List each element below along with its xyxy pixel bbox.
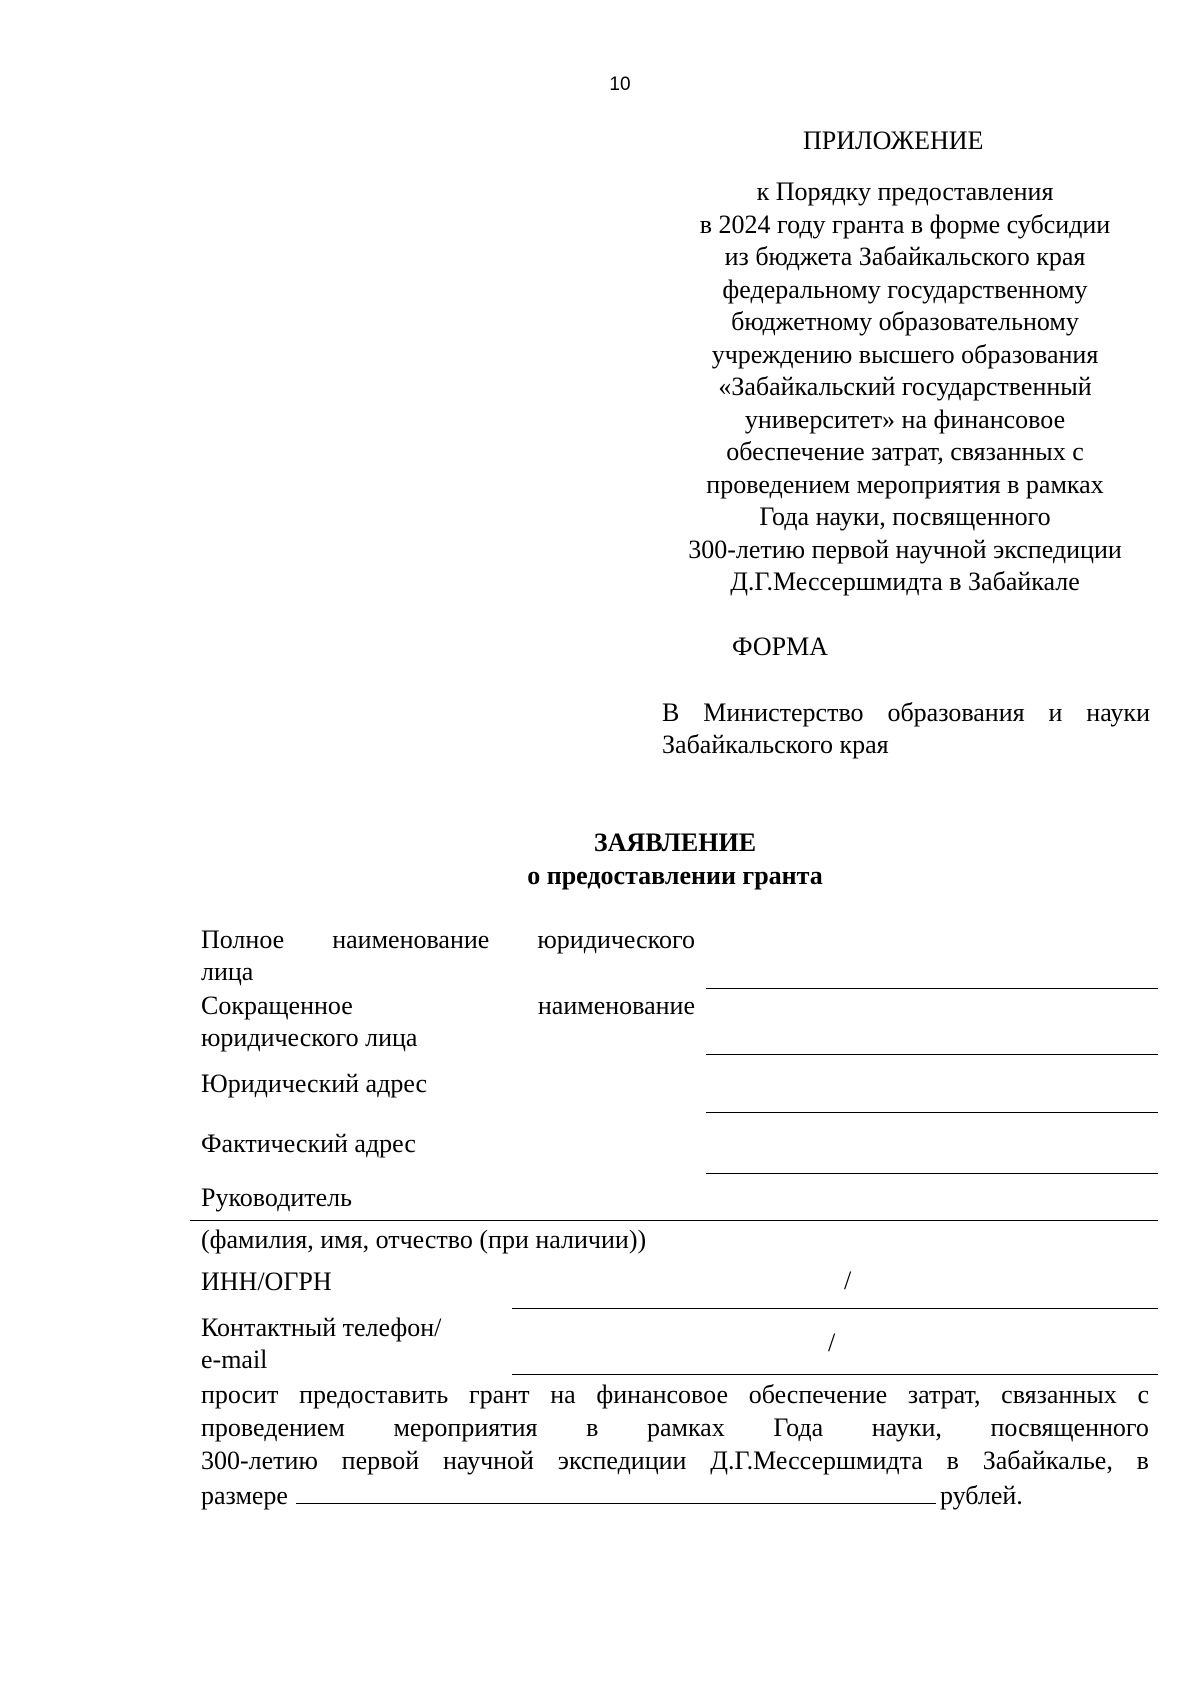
paragraph-line — [201, 1444, 1149, 1477]
head-note: (фамилия, имя, отчество (при наличии)) — [201, 1225, 647, 1254]
appendix-line: 300-летию первой научной экспедиции — [688, 534, 1122, 564]
label-word: наименование — [537, 991, 695, 1020]
inn-ogrn-label: ИНН/ОГРН — [201, 1267, 332, 1296]
word: обеспечение — [748, 1380, 888, 1409]
form-label: ФОРМА — [732, 632, 828, 661]
appendix-description — [650, 176, 1160, 599]
title-main: ЗАЯВЛЕНИЕ — [593, 828, 757, 857]
appendix-line: проведением мероприятия в рамках — [706, 469, 1104, 499]
word: финансовое — [596, 1380, 729, 1409]
short-name-field[interactable] — [706, 1054, 1158, 1055]
word: 300-летию — [201, 1446, 318, 1475]
word: на — [550, 1380, 576, 1409]
label-word: Полное — [201, 925, 285, 954]
recipient-word: образования — [887, 698, 1025, 727]
appendix-line: из бюджета Забайкальского края — [724, 242, 1086, 271]
head-field[interactable] — [190, 1220, 1158, 1221]
appendix-title: ПРИЛОЖЕНИЕ — [803, 126, 984, 155]
recipient — [662, 697, 1150, 761]
label-word: Сокращенное — [201, 991, 353, 1020]
word: затрат, — [907, 1380, 981, 1409]
recipient-word: науки — [1086, 698, 1150, 727]
appendix-line: учреждению высшего образования — [711, 339, 1099, 369]
short-name-label — [201, 990, 695, 1054]
label-word: юридического — [537, 925, 695, 954]
appendix-line: Д.Г.Мессершмидта в Забайкале — [730, 567, 1080, 596]
head-label: Руководитель — [201, 1183, 352, 1212]
appendix-line: «Забайкальский государственный — [718, 372, 1092, 401]
inn-ogrn-field[interactable] — [512, 1308, 1158, 1309]
label-line: лица — [201, 957, 254, 986]
inn-ogrn-separator: / — [844, 1266, 852, 1295]
contact-separator: / — [828, 1328, 836, 1357]
label-word: наименование — [332, 925, 490, 954]
contact-label-line-2: e-mail — [201, 1345, 268, 1374]
recipient-word: и — [1048, 698, 1063, 727]
appendix-line: к Порядку предоставления — [756, 177, 1054, 206]
actual-address-field[interactable] — [706, 1173, 1158, 1174]
document-title — [0, 826, 1200, 892]
word: с — [1137, 1380, 1149, 1409]
word: предоставить — [299, 1380, 449, 1409]
title-sub: о предоставлении гранта — [527, 861, 823, 890]
paragraph-line — [201, 1411, 1149, 1444]
request-paragraph — [201, 1378, 1149, 1512]
appendix-line: в 2024 году гранта в форме субсидии — [699, 209, 1111, 239]
word: просит — [201, 1380, 279, 1409]
full-name-field[interactable] — [706, 988, 1158, 989]
legal-address-label: Юридический адрес — [201, 1069, 428, 1098]
word: связанных — [1001, 1380, 1117, 1409]
amount-prefix: размере — [201, 1481, 288, 1510]
word: в — [1136, 1446, 1149, 1475]
actual-address-label: Фактический адрес — [201, 1129, 416, 1158]
recipient-line-2: Забайкальского края — [662, 730, 889, 759]
word: мероприятия — [393, 1413, 538, 1442]
paragraph-line — [201, 1378, 1149, 1411]
word: Д.Г.Мессершмидта — [710, 1446, 923, 1475]
recipient-word: В — [662, 698, 680, 727]
word: грант — [469, 1380, 530, 1409]
word: экспедиции — [557, 1446, 687, 1475]
grant-amount-field[interactable] — [296, 1477, 936, 1504]
word: в — [586, 1413, 599, 1442]
word: науки, — [871, 1413, 942, 1442]
appendix-line: университет» на финансовое — [744, 404, 1066, 434]
word: посвященного — [990, 1413, 1149, 1442]
contact-label-line-1: Контактный телефон/ — [201, 1313, 442, 1342]
recipient-line-1 — [662, 697, 1150, 729]
paragraph-line — [201, 1477, 1149, 1512]
word: научной — [442, 1446, 534, 1475]
page-number: 10 — [609, 74, 631, 95]
appendix-line: бюджетному образовательному — [731, 307, 1079, 336]
word: в — [946, 1446, 959, 1475]
appendix-line: федеральному государственному — [722, 274, 1088, 304]
word: первой — [341, 1446, 420, 1475]
word: Забайкалье, — [982, 1446, 1113, 1475]
word: рамках — [646, 1413, 725, 1442]
word: проведением — [201, 1413, 345, 1442]
label-line: юридического лица — [201, 1023, 418, 1052]
contact-field[interactable] — [512, 1374, 1158, 1375]
word: Года — [773, 1413, 824, 1442]
legal-address-field[interactable] — [706, 1112, 1158, 1113]
recipient-word: Министерство — [703, 698, 864, 727]
appendix-line: Года науки, посвященного — [759, 502, 1051, 531]
amount-suffix: рублей. — [939, 1481, 1023, 1510]
full-name-label — [201, 924, 695, 988]
appendix-line: обеспечение затрат, связанных с — [726, 437, 1084, 466]
